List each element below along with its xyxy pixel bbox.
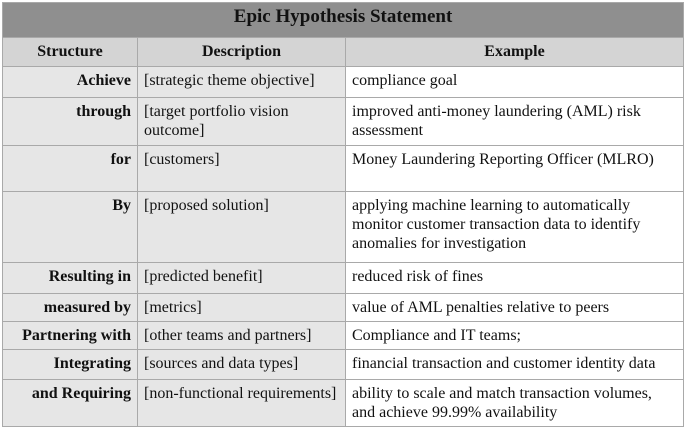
structure-cell: Achieve — [3, 67, 138, 98]
example-cell: value of AML penalties relative to peers — [346, 294, 684, 322]
header-structure: Structure — [3, 38, 138, 67]
structure-cell: and Requiring — [3, 380, 138, 427]
table-row — [3, 263, 684, 294]
description-cell: [target portfolio vision outcome] — [138, 98, 346, 146]
description-cell: [other teams and partners] — [138, 322, 346, 350]
table-title: Epic Hypothesis Statement — [3, 3, 684, 38]
example-cell: Money Laundering Reporting Officer (MLRO) — [346, 146, 684, 192]
structure-cell: through — [3, 98, 138, 146]
header-example: Example — [346, 38, 684, 67]
example-cell: ability to scale and match transaction volumes, and achieve 99.99% availability — [346, 380, 684, 427]
example-cell: reduced risk of fines — [346, 263, 684, 294]
structure-cell: Partnering with — [3, 322, 138, 350]
table-row — [3, 67, 684, 98]
structure-cell: measured by — [3, 294, 138, 322]
description-cell: [proposed solution] — [138, 192, 346, 263]
description-cell: [predicted benefit] — [138, 263, 346, 294]
header-description: Description — [138, 38, 346, 67]
epic-hypothesis-table — [2, 2, 684, 427]
header-row — [3, 38, 684, 67]
example-cell: improved anti-money laundering (AML) risk assessment — [346, 98, 684, 146]
table-row — [3, 192, 684, 263]
structure-cell: Resulting in — [3, 263, 138, 294]
title-row — [3, 3, 684, 38]
table-row — [3, 322, 684, 350]
table-row — [3, 146, 684, 192]
example-cell: applying machine learning to automatically monitor customer transaction data to identify anomalies for investigation — [346, 192, 684, 263]
table-row — [3, 98, 684, 146]
example-cell: financial transaction and customer identity data — [346, 350, 684, 380]
description-cell: [non-functional requirements] — [138, 380, 346, 427]
table-row — [3, 294, 684, 322]
description-cell: [sources and data types] — [138, 350, 346, 380]
structure-cell: By — [3, 192, 138, 263]
description-cell: [metrics] — [138, 294, 346, 322]
example-cell: compliance goal — [346, 67, 684, 98]
description-cell: [strategic theme objective] — [138, 67, 346, 98]
table-row — [3, 380, 684, 427]
example-cell: Compliance and IT teams; — [346, 322, 684, 350]
description-cell: [customers] — [138, 146, 346, 192]
structure-cell: for — [3, 146, 138, 192]
table-row — [3, 350, 684, 380]
structure-cell: Integrating — [3, 350, 138, 380]
